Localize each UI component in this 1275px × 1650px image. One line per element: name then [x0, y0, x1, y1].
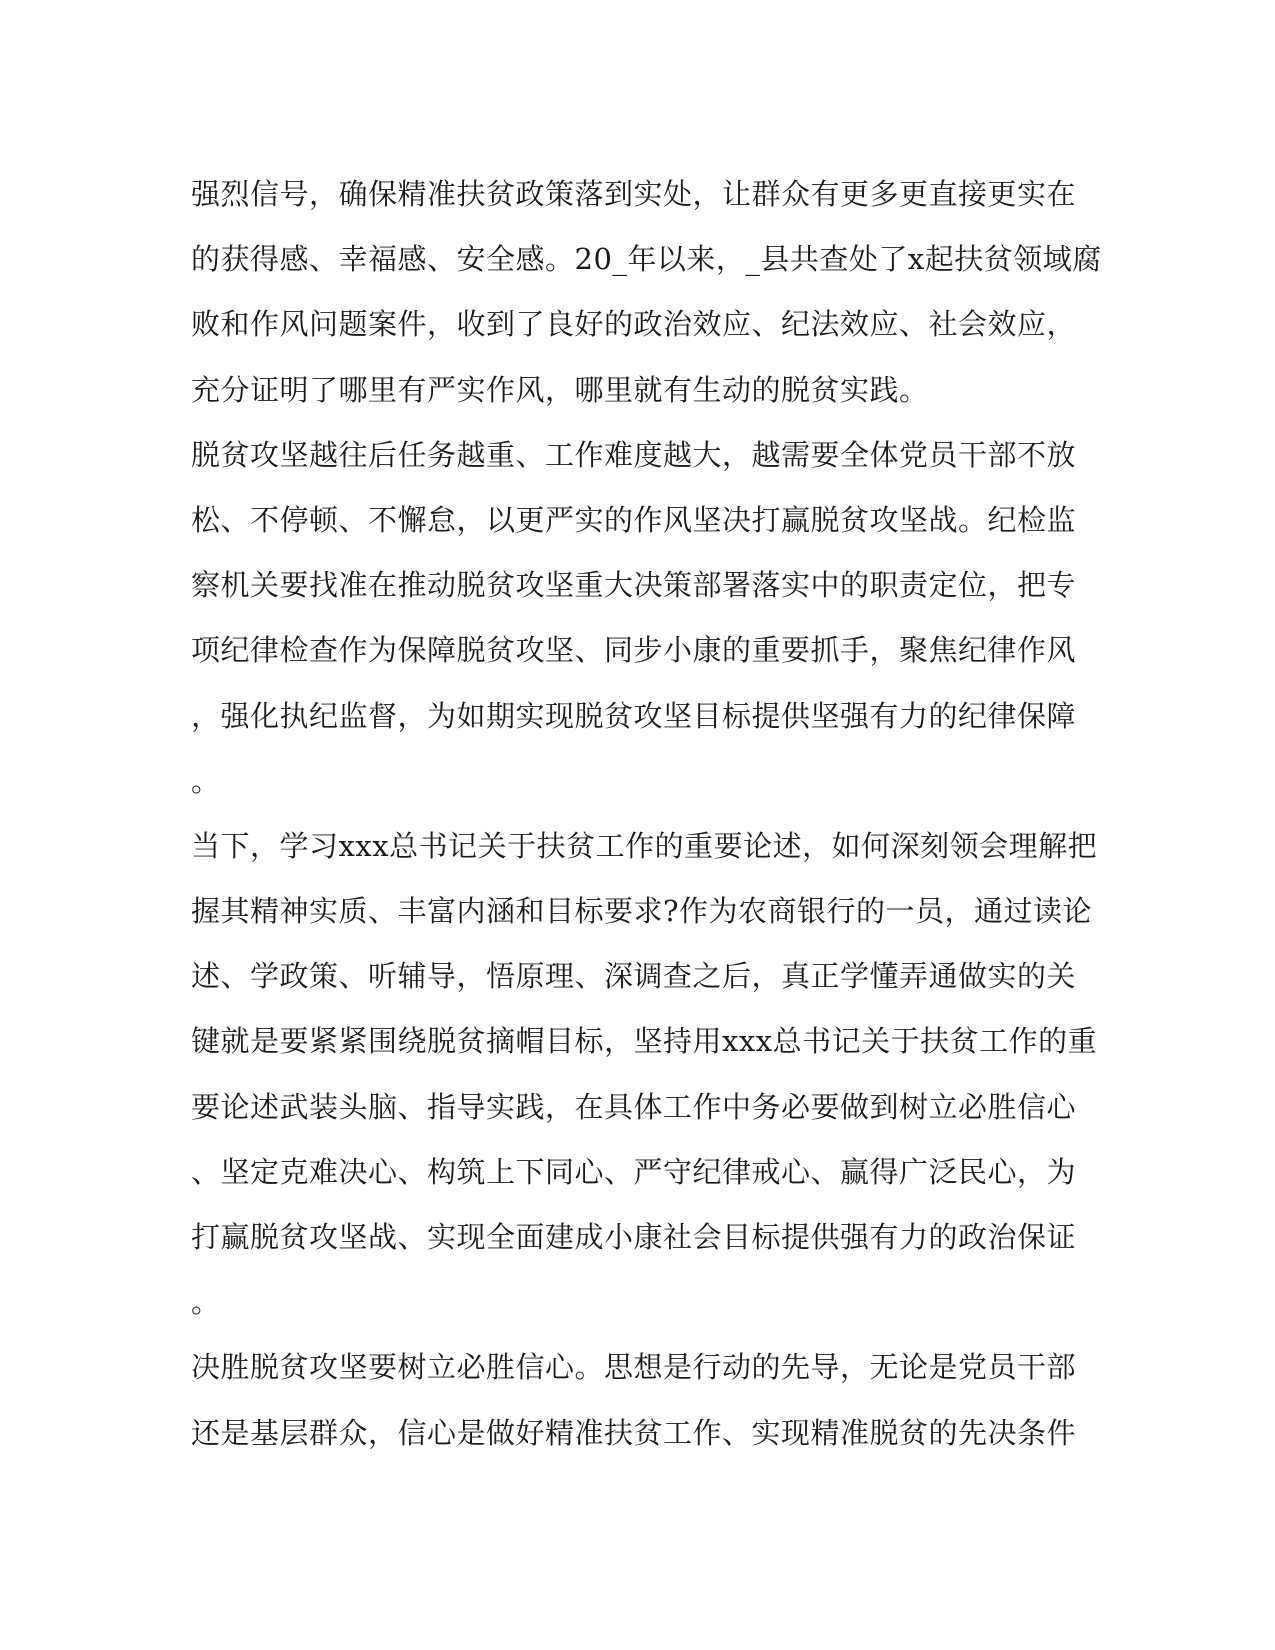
text-line: ，强化执纪监督，为如期实现脱贫攻坚目标提供坚强有力的纪律保障	[191, 698, 1077, 733]
text-line: 脱贫攻坚越往后任务越重、工作难度越大，越需要全体党员干部不放	[191, 437, 1077, 472]
document-body	[191, 162, 1102, 1466]
text-line: 项纪律检查作为保障脱贫攻坚、同步小康的重要抓手，聚焦纪律作风	[191, 633, 1077, 668]
text-line: 充分证明了哪里有严实作风，哪里就有生动的脱贫实践。	[191, 372, 929, 407]
text-line: 握其精神实质、丰富内涵和目标要求?作为农商银行的一员，通过读论	[191, 894, 1093, 929]
text-line: 、坚定克难决心、构筑上下同心、严守纪律戒心、赢得广泛民心，为	[191, 1154, 1077, 1189]
text-line: 还是基层群众，信心是做好精准扶贫工作、实现精准脱贫的先决条件	[191, 1415, 1077, 1450]
text-line: 决胜脱贫攻坚要树立必胜信心。思想是行动的先导，无论是党员干部	[191, 1350, 1077, 1385]
text-line: 。	[191, 1285, 221, 1320]
text-line: 的获得感、幸福感、安全感。20_年以来，_县共查处了x起扶贫领域腐	[191, 242, 1102, 277]
text-line: 。	[191, 763, 221, 798]
text-line: 打赢脱贫攻坚战、实现全面建成小康社会目标提供强有力的政治保证	[191, 1220, 1077, 1254]
text-line: 键就是要紧紧围绕脱贫摘帽目标，坚持用xxx总书记关于扶贫工作的重	[191, 1024, 1098, 1059]
text-line: 述、学政策、听辅导，悟原理、深调查之后，真正学懂弄通做实的关	[191, 959, 1077, 994]
text-line: 要论述武装头脑、指导实践，在具体工作中务必要做到树立必胜信心	[191, 1089, 1077, 1124]
text-line: 强烈信号，确保精准扶贫政策落到实处，让群众有更多更直接更实在	[191, 177, 1077, 211]
text-line: 败和作风问题案件，收到了良好的政治效应、纪法效应、社会效应，	[191, 307, 1077, 342]
text-line: 察机关要找准在推动脱贫攻坚重大决策部署落实中的职责定位，把专	[191, 568, 1077, 603]
text-line: 当下，学习xxx总书记关于扶贫工作的重要论述，如何深刻领会理解把	[191, 828, 1098, 863]
text-line: 松、不停顿、不懈怠，以更严实的作风坚决打赢脱贫攻坚战。纪检监	[191, 502, 1077, 537]
